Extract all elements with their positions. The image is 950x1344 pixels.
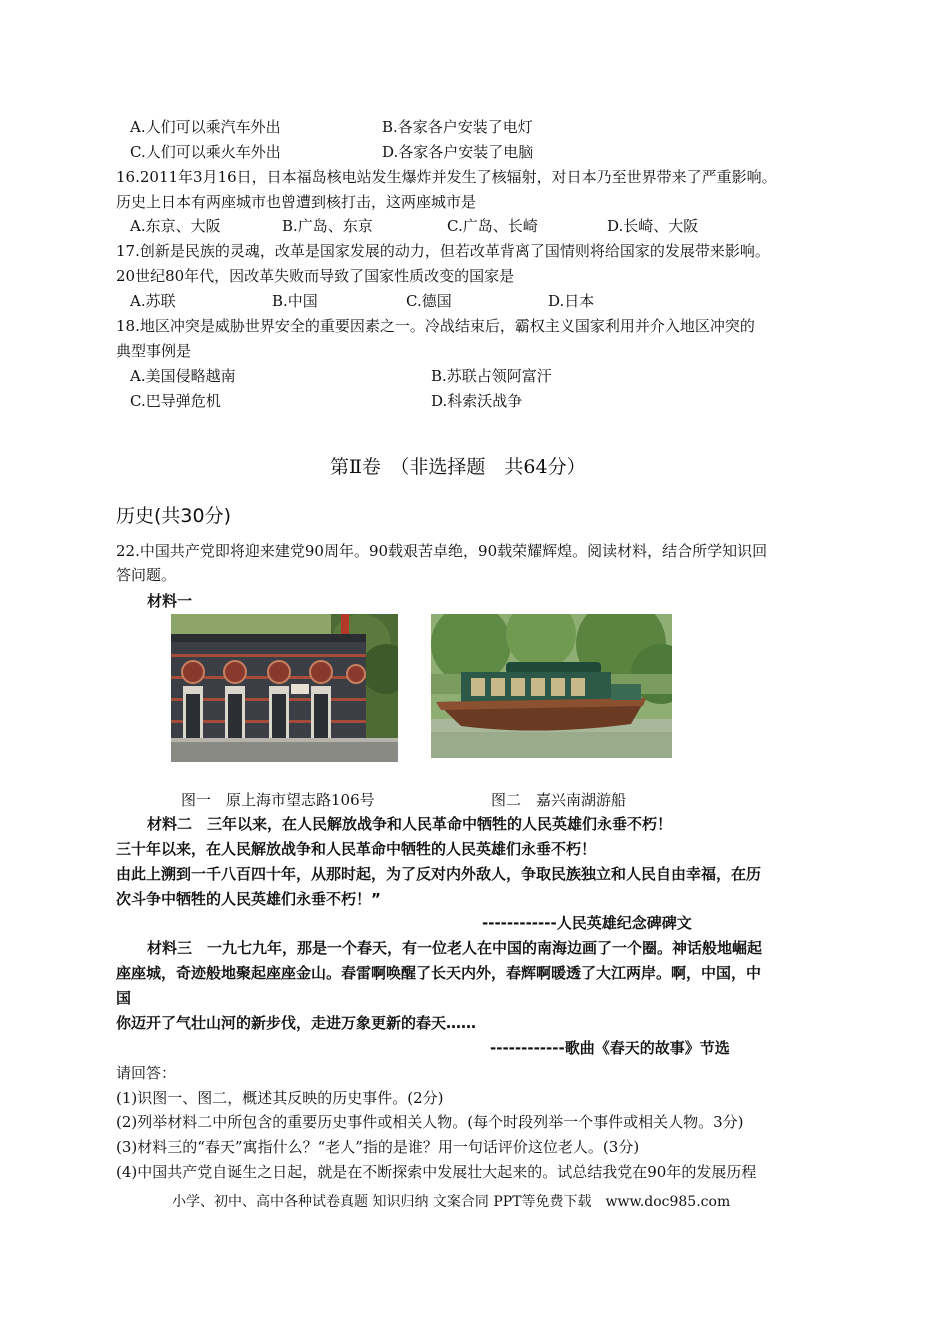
q17-stem-line2: 20世纪80年代，因改革失败而导致了国家性质改变的国家是 (116, 267, 515, 285)
material3-line1: 材料三 一九七九年，那是一个春天，有一位老人在中国的南海边画了一个圈。神话般地崛起 (147, 939, 763, 957)
material2-source: ------------人民英雄纪念碑碑文 (482, 914, 692, 932)
material2-line3: 由此上溯到一千八百四十年，从那时起，为了反对内外敌人，争取民族独立和人民自由幸福，在历 (116, 865, 762, 883)
page-footer: 小学、初中、高中各种试卷真题 知识归纳 文案合同 PPT等免费下载 www.doc985.com (172, 1194, 731, 1210)
figure1-caption: 图一 原上海市望志路106号 (181, 791, 375, 809)
material3-line3: 国 (116, 989, 132, 1007)
q15-option-b: B.各家各户安装了电灯 (382, 118, 533, 136)
q15-option-a: A.人们可以乘汽车外出 (130, 118, 281, 136)
q16-option-a: A.东京、大阪 (130, 217, 221, 235)
q16-option-b: B.广岛、东京 (282, 217, 373, 235)
photo-shanghai-building (171, 614, 398, 762)
material2-line1: 材料二 三年以来，在人民解放战争和人民革命中牺牲的人民英雄们永垂不朽！ (147, 815, 673, 833)
q17-option-d: D.日本 (548, 292, 595, 310)
q18-stem-line2: 典型事例是 (116, 342, 192, 360)
material1-label: 材料一 (147, 592, 193, 610)
subquestion-4: (4)中国共产党自诞生之日起，就是在不断探索中发展壮大起来的。试总结我党在90年的发展历程 (116, 1163, 757, 1181)
material3-line4: 你迈开了气壮山河的新步伐，走进万象更新的春天…… (116, 1014, 477, 1032)
q17-option-c: C.德国 (406, 292, 452, 310)
q16-stem-line1: 16.2011年3月16日，日本福岛核电站发生爆炸并发生了核辐射，对日本乃至世界带来了严重影响。 (116, 168, 777, 186)
history-heading: 历史(共30分) (116, 505, 232, 527)
q16-stem-line2: 历史上日本有两座城市也曾遭到核打击，这两座城市是 (116, 193, 477, 211)
material2-line2: 三十年以来，在人民解放战争和人民革命中牺牲的人民英雄们永垂不朽！ (116, 840, 597, 858)
material3-line2: 座座城，奇迹般地聚起座座金山。春雷啊唤醒了长天内外，春辉啊暖透了大江两岸。啊，中国，中 (116, 964, 762, 982)
material3-source: ------------歌曲《春天的故事》节选 (490, 1039, 730, 1057)
q15-option-d: D.各家各户安装了电脑 (382, 143, 534, 161)
answer-prompt: 请回答： (116, 1064, 177, 1082)
q18-option-c: C.巴导弹危机 (130, 392, 221, 410)
q18-option-d: D.科索沃战争 (431, 392, 523, 410)
q16-option-d: D.长崎、大阪 (607, 217, 699, 235)
material2-line4: 次斗争中牺牲的人民英雄们永垂不朽！” (116, 890, 381, 908)
q16-option-c: C.广岛、长崎 (447, 217, 538, 235)
q18-option-a: A.美国侵略越南 (130, 367, 236, 385)
q17-stem-line1: 17.创新是民族的灵魂，改革是国家发展的动力，但若改革背离了国情则将给国家的发展带来影响。 (116, 242, 770, 260)
q17-option-b: B.中国 (272, 292, 318, 310)
subquestion-3: (3)材料三的“春天”寓指什么？“老人”指的是谁？用一句话评价这位老人。(3分) (116, 1138, 640, 1156)
section-title: 第Ⅱ卷 （非选择题 共64分） (330, 456, 586, 478)
subquestion-2: (2)列举材料二中所包含的重要历史事件或相关人物。(每个时段列举一个事件或相关人物。3分) (116, 1113, 744, 1131)
q22-stem-line2: 答问题。 (116, 566, 177, 584)
q18-option-b: B.苏联占领阿富汗 (431, 367, 552, 385)
q17-option-a: A.苏联 (130, 292, 176, 310)
q22-stem-line1: 22.中国共产党即将迎来建党90周年。90载艰苦卓绝，90载荣耀辉煌。阅读材料，结合所学知识回 (116, 542, 768, 560)
photo-jiaxing-boat (431, 614, 672, 758)
subquestion-1: (1)识图一、图二，概述其反映的历史事件。(2分) (116, 1089, 444, 1107)
q18-stem-line1: 18.地区冲突是威胁世界安全的重要因素之一。冷战结束后，霸权主义国家利用并介入地区冲突的 (116, 317, 755, 335)
figure2-caption: 图二 嘉兴南湖游船 (491, 791, 627, 809)
q15-option-c: C.人们可以乘火车外出 (130, 143, 281, 161)
